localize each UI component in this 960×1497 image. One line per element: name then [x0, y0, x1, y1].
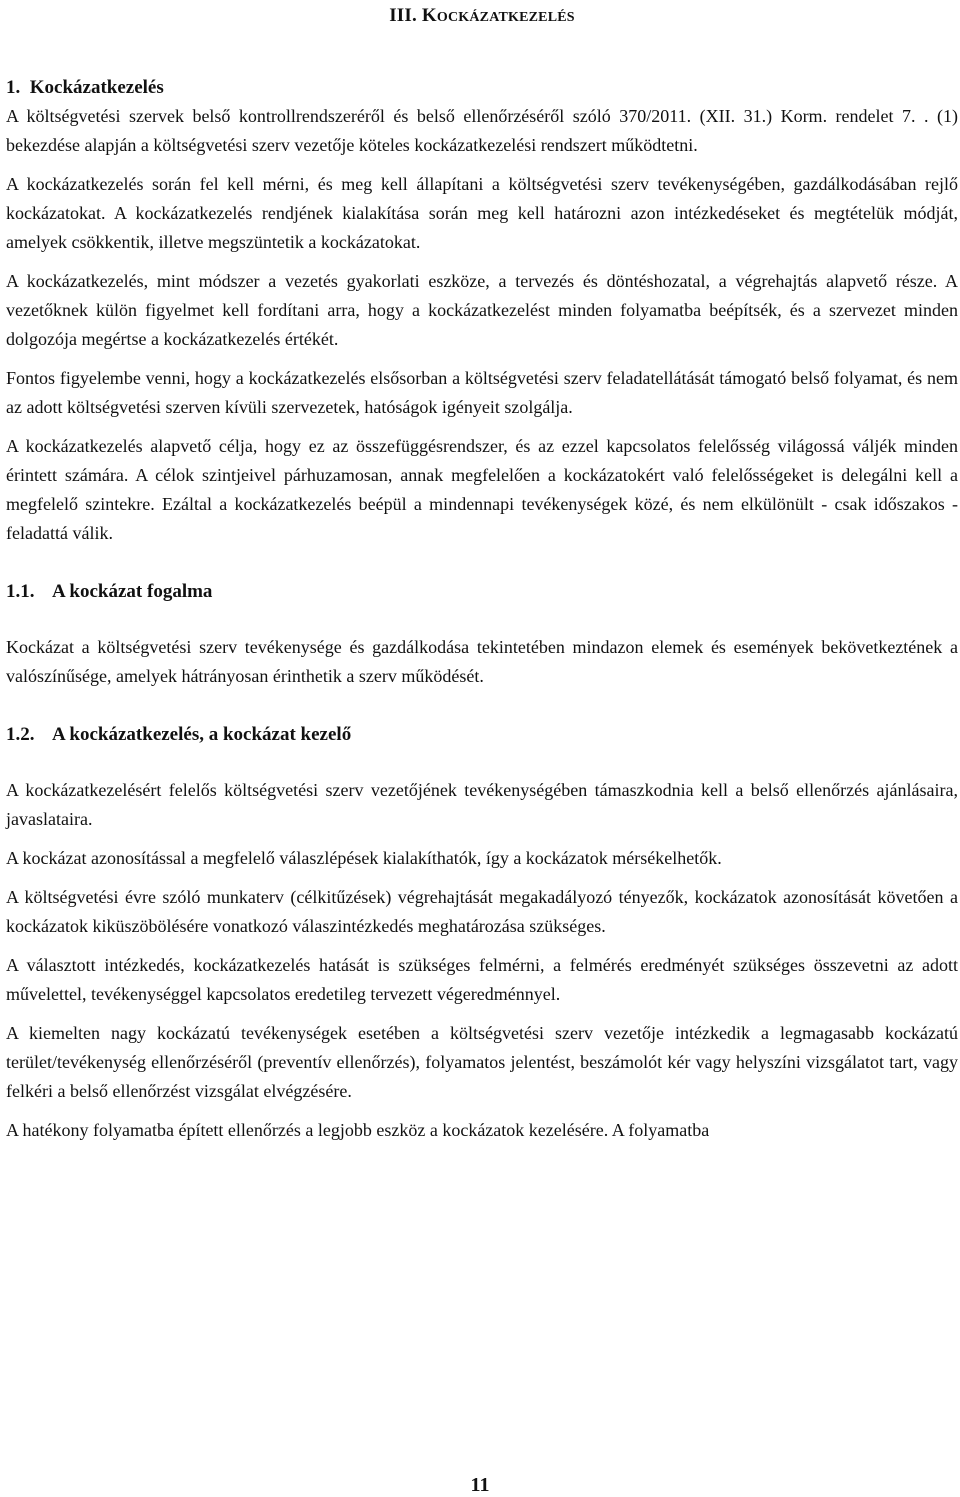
paragraph: A költségvetési évre szóló munkaterv (célkitűzések) végrehajtását megakadályozó tényezők, kockázatok azonosítását követően a kockázatok kiküszöbölésére vonatkozó válaszintézkedés meghatározása szükséges. [6, 887, 958, 936]
chapter-title-rest: OCKÁZATKEZELÉS [436, 10, 575, 25]
paragraph: A költségvetési szervek belső kontrollrendszeréről és belső ellenőrzéséről szóló 370/2011. (XII. 31.) Korm. rendelet 7. . (1) bekezdése alapján a költségvetési szerv vezetője köteles kockázatkezelési rendszert működtetni. [6, 106, 958, 155]
chapter-number: III. [389, 5, 417, 26]
chapter-title [6, 4, 958, 28]
section-1-2-heading [6, 723, 958, 747]
paragraph: A kockázatkezelés, mint módszer a vezetés gyakorlati eszköze, a tervezés és döntéshozatal, a végrehajtás alapvető része. A vezetőknek külön figyelmet kell fordítani arra, hogy a kockázatkezelést minden folyamatba beépítsék, és a szervezet minden dolgozója megértse a kockázatkezelés értékét. [6, 271, 958, 349]
section-title: A kockázat fogalma [52, 581, 213, 602]
paragraph: A hatékony folyamatba épített ellenőrzés a legjobb eszköz a kockázatok kezelésére. A folyamatba [6, 1120, 710, 1140]
section-title: A kockázatkezelés, a kockázat kezelő [52, 724, 352, 745]
paragraph: Kockázat a költségvetési szerv tevékenysége és gazdálkodása tekintetében mindazon elemek és események bekövetkeztének a valószínűsége, amelyek hátrányosan érinthetik a szerv működését. [6, 637, 958, 686]
paragraph: A kockázatkezelésért felelős költségvetési szerv vezetőjének tevékenységében támaszkodnia kell a belső ellenőrzés ajánlásaira, javaslataira. [6, 780, 958, 829]
section-1-heading: 1. Kockázatkezelés [6, 77, 164, 98]
paragraph: A kockázatkezelés alapvető célja, hogy ez az összefüggésrendszer, és az ezzel kapcsolatos felelősség világossá váljék minden érintett számára. A célok szintjeivel párhuzamosan, annak megfelelően a kockázatokért való felelősségeket is delegálni kell a megfelelő szintekre. Ezáltal a kockázatkezelés beépül a mindennapi tevékenységek közé, és nem elkülönült - csak időszakos - feladattá válik. [6, 436, 958, 543]
section-number: 1.2. [6, 724, 35, 745]
document-page [6, 0, 958, 1145]
section-1-1-heading [6, 580, 958, 604]
paragraph: A kiemelten nagy kockázatú tevékenységek esetében a költségvetési szerv vezetője intézkedik a legmagasabb kockázatú terület/tevékenység ellenőrzéséről (preventív ellenőrzés), folyamatos jelentést, beszámolót kér vagy helyszíni vizsgálatot tart, vagy felkéri a belső ellenőrzést vizsgálat elvégzésére. [6, 1023, 958, 1101]
page-number: 11 [470, 1474, 490, 1496]
paragraph: A választott intézkedés, kockázatkezelés hatását is szükséges felmérni, a felmérés eredményét szükséges összevetni az adott művelettel, tevékenységgel kapcsolatos eredetileg tervezett végeredménnyel. [6, 955, 958, 1004]
section-number: 1.1. [6, 581, 35, 602]
chapter-title-first-letter: K [421, 5, 437, 26]
paragraph: Fontos figyelembe venni, hogy a kockázatkezelés elsősorban a költségvetési szerv feladatellátását támogató belső folyamat, és nem az adott költségvetési szerven kívüli szervezetek, hatóságok igényeit szolgálja. [6, 368, 958, 417]
paragraph: A kockázat azonosítással a megfelelő válaszlépések kialakíthatók, így a kockázatok mérsékelhetők. [6, 848, 722, 868]
paragraph: A kockázatkezelés során fel kell mérni, és meg kell állapítani a költségvetési szerv tevékenységében, gazdálkodásában rejlő kockázatokat. A kockázatkezelés rendjének kialakítása során meg kell határozni azon intézkedéseket és megtételük módját, amelyek csökkentik, illetve megszüntetik a kockázatokat. [6, 174, 958, 252]
